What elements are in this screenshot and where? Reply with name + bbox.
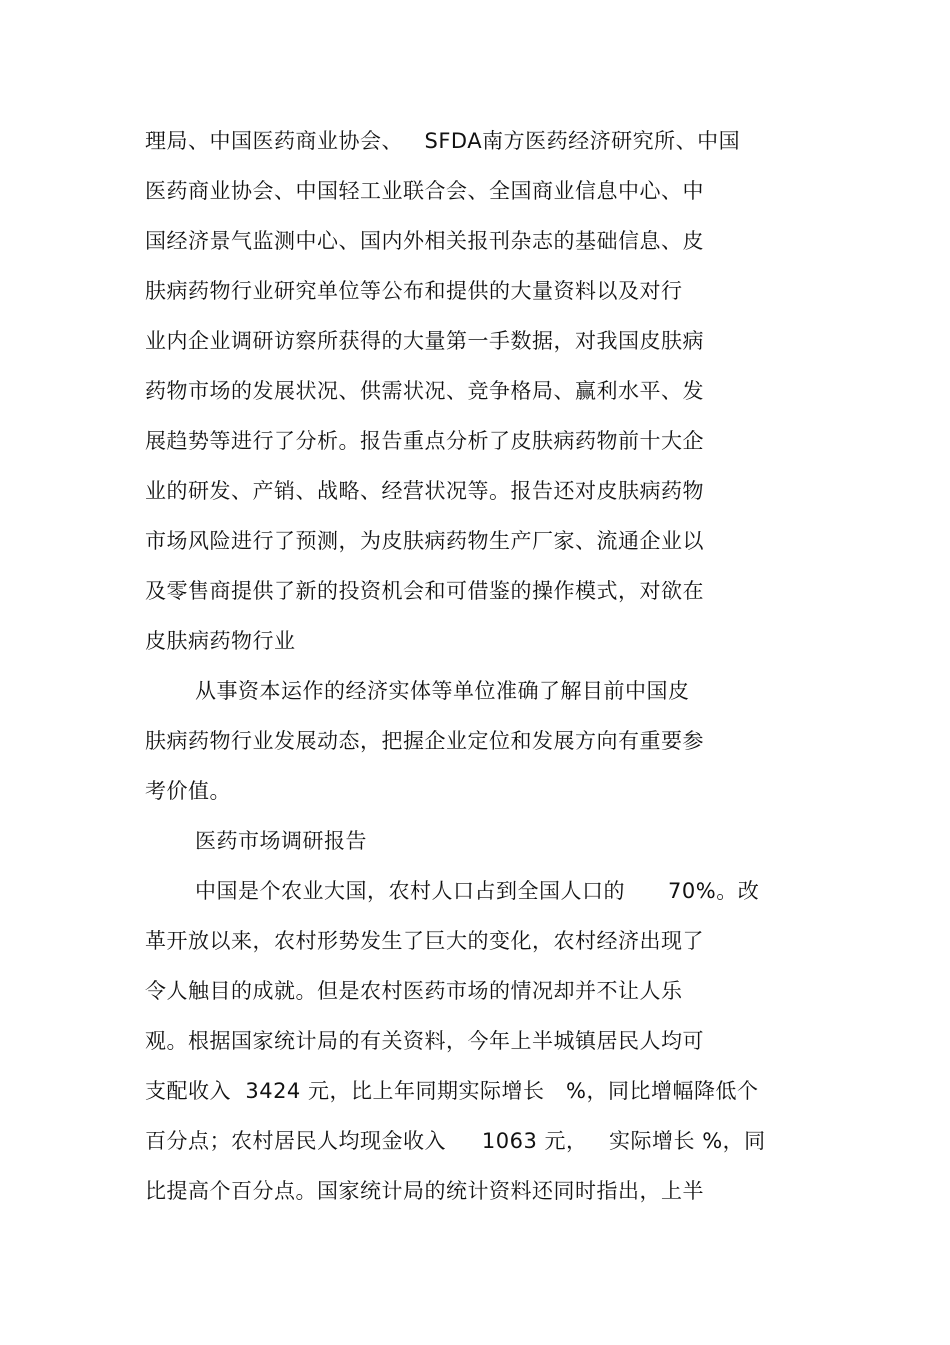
- text-line: 考价值。: [145, 779, 231, 803]
- text-line: 理局、中国医药商业协会、 SFDA南方医药经济研究所、中国: [145, 129, 741, 153]
- text-line: 支配收入 3424 元，比上年同期实际增长 %，同比增幅降低个: [145, 1079, 759, 1103]
- text-line: 皮肤病药物行业: [145, 629, 296, 653]
- text-line: 业内企业调研访察所获得的大量第一手数据，对我国皮肤病: [145, 329, 704, 353]
- text-line: 市场风险进行了预测，为皮肤病药物生产厂家、流通企业以: [145, 529, 704, 553]
- section-heading: 医药市场调研报告: [195, 829, 367, 853]
- text-line: 革开放以来，农村形势发生了巨大的变化，农村经济出现了: [145, 929, 704, 953]
- text-line: 及零售商提供了新的投资机会和可借鉴的操作模式，对欲在: [145, 579, 704, 603]
- text-line: 医药商业协会、中国轻工业联合会、全国商业信息中心、中: [145, 179, 704, 203]
- paragraph-first-line: 从事资本运作的经济实体等单位准确了解目前中国皮: [195, 679, 690, 703]
- text-line: 肤病药物行业研究单位等公布和提供的大量资料以及对行: [145, 279, 683, 303]
- text-line: 展趋势等进行了分析。报告重点分析了皮肤病药物前十大企: [145, 429, 704, 453]
- text-line: 药物市场的发展状况、供需状况、竞争格局、赢利水平、发: [145, 379, 704, 403]
- text-line: 肤病药物行业发展动态，把握企业定位和发展方向有重要参: [145, 729, 704, 753]
- text-line: 比提高个百分点。国家统计局的统计资料还同时指出，上半: [145, 1179, 704, 1203]
- paragraph-first-line: 中国是个农业大国，农村人口占到全国人口的 70%。改: [195, 879, 760, 903]
- text-line: 百分点；农村居民人均现金收入 1063 元， 实际增长 %，同: [145, 1129, 766, 1153]
- text-line: 观。根据国家统计局的有关资料，今年上半城镇居民人均可: [145, 1029, 704, 1053]
- text-line: 令人触目的成就。但是农村医药市场的情况却并不让人乐: [145, 979, 683, 1003]
- text-line: 业的研发、产销、战略、经营状况等。报告还对皮肤病药物: [145, 479, 704, 503]
- text-line: 国经济景气监测中心、国内外相关报刊杂志的基础信息、皮: [145, 229, 704, 253]
